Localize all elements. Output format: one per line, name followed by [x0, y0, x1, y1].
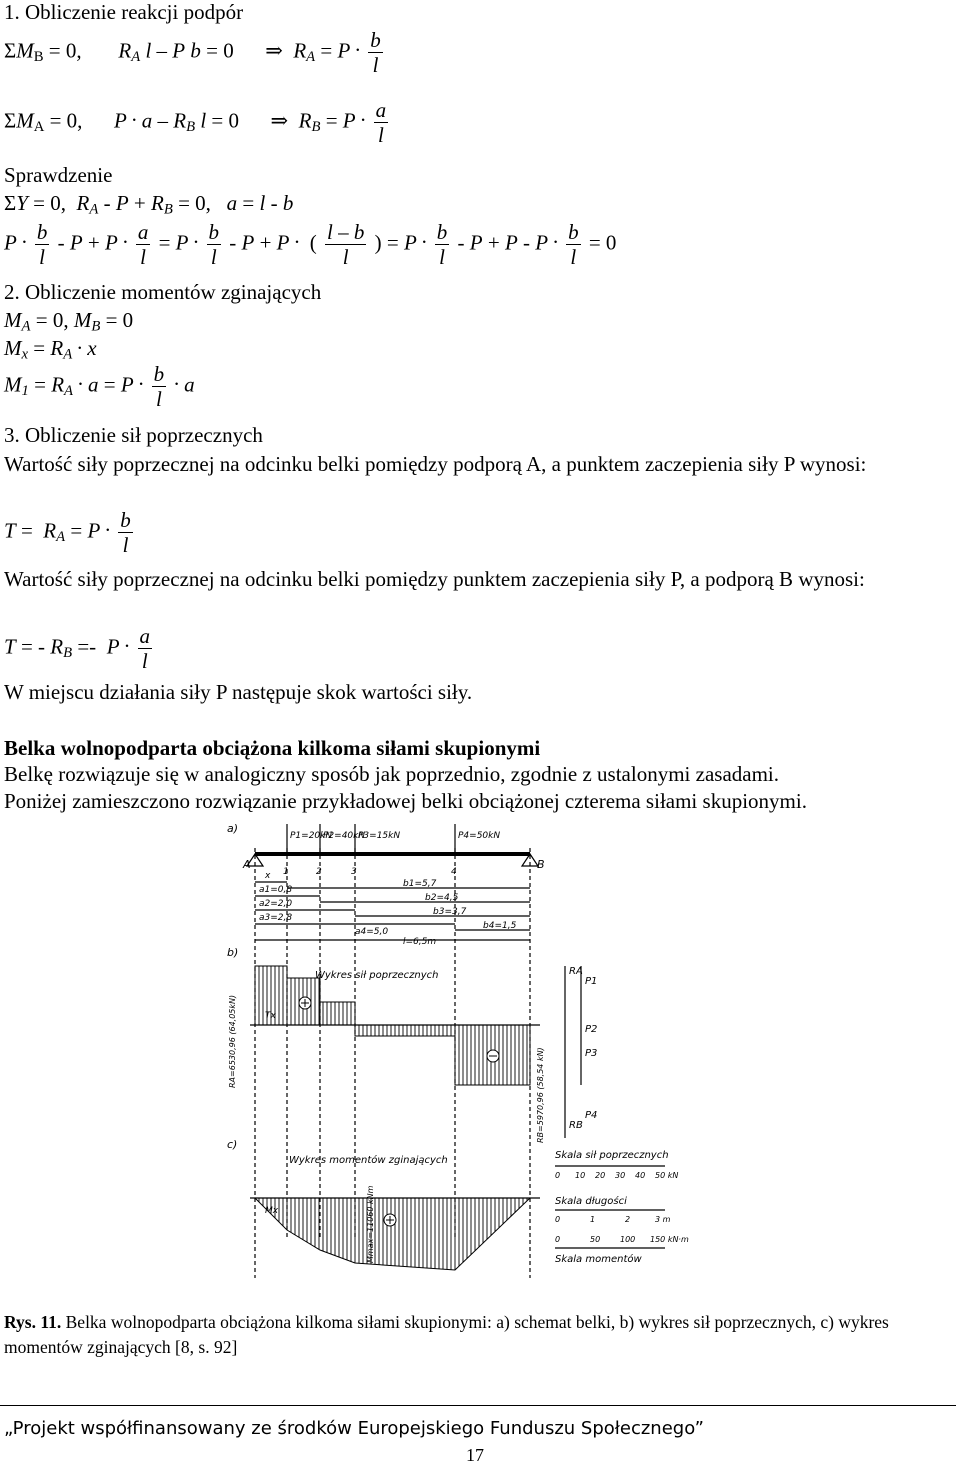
scale-length-tick-2: 2	[625, 1215, 631, 1224]
label-a4: a4=5,0	[355, 927, 389, 937]
label-P3: P3=15kN	[358, 831, 401, 841]
scale-moment-tick-3: 150 kN·m	[650, 1235, 689, 1244]
label-RB: RB	[569, 1120, 583, 1131]
label-Mmax: Mmax=11060 kNm	[366, 1185, 375, 1263]
equation-t-b: T = - $R_B =- P$ · $\frac{a}{l}$	[4, 624, 151, 674]
label-b2: b2=4,5	[425, 893, 459, 903]
label-b1: b1=5,7	[403, 879, 437, 889]
label-P2-side: P2	[585, 1024, 598, 1035]
label-P4-side: P4	[585, 1110, 598, 1121]
check-label: Sprawdzenie	[4, 163, 113, 187]
label-length: l=6,5m	[403, 937, 437, 947]
scale-force-title: Skala sił poprzecznych	[555, 1150, 669, 1161]
beam-figure	[225, 818, 725, 1283]
label-RB-value: RB=5970,96 (58,54 kN)	[536, 1047, 545, 1143]
label-b3: b3=3,7	[433, 907, 467, 917]
paragraph-shear-b: Wartość siły poprzecznej na odcinku belki pomiędzy punktem zaczepienia siły P, a podporą B wynosi:	[4, 567, 865, 591]
label-c: c)	[227, 1138, 238, 1151]
label-P1-side: P1	[585, 976, 598, 987]
label-P4: P4=50kN	[458, 831, 501, 841]
label-node-1: 1	[283, 867, 289, 877]
scale-length-tick-0: 0	[555, 1215, 561, 1224]
paragraph-shear-a: Wartość siły poprzecznej na odcinku belki pomiędzy podporą A, a punktem zaczepienia siły P wynosi:	[4, 452, 867, 476]
label-P1: P1=20kN	[290, 831, 333, 841]
equation-support-moments: $M_A = 0$, $M_B = 0$	[4, 308, 134, 335]
scale-length-tick-1: 1	[590, 1215, 596, 1224]
equation-m1: $M_1 = R_A \cdot a = P$ · $\frac{b}{l}$ · a	[4, 362, 195, 412]
scale-force-tick-1: 10	[575, 1171, 586, 1180]
equation-t-a: $T = R_A = P$ · $\frac{b}{l}$	[4, 508, 131, 558]
label-node-2: 2	[316, 867, 322, 877]
label-A: A	[243, 858, 251, 871]
label-a3: a3=2,8	[259, 913, 293, 923]
scale-moment-tick-0: 0	[555, 1235, 561, 1244]
paragraph-multi-2: Poniżej zamieszczono rozwiązanie przykładowej belki obciążonej czterema siłami skupionymi.	[4, 789, 807, 813]
moment-diagram	[250, 1198, 540, 1270]
label-Tx: Tx	[265, 1011, 276, 1021]
page-number: 17	[466, 1445, 484, 1465]
moment-title: Wykres momentów zginających	[289, 1155, 448, 1166]
label-node-4: 4	[451, 867, 457, 877]
equation-mx: $M_x = R_A \cdot x$	[4, 336, 97, 363]
figure-caption	[4, 1310, 944, 1359]
label-b: b)	[227, 946, 239, 959]
section-2-title: 2. Obliczenie momentów zginających	[4, 280, 322, 304]
label-P3-side: P3	[585, 1048, 598, 1059]
equation-sum-ma: $\Sigma M_A = 0$, $P \cdot a - R_B$ l = 0 ⇒ $R_B = P$ · $\frac{a}{l}$	[4, 98, 387, 148]
label-Mx: Mx	[265, 1206, 279, 1216]
label-RA: RA	[569, 966, 583, 977]
label-a1: a1=0,8	[259, 885, 293, 895]
label-a: a)	[227, 822, 239, 835]
label-RA-value: RA=6530,96 (64,05kN)	[228, 994, 237, 1088]
label-a2: a2=2,0	[259, 899, 293, 909]
paragraph-multi-1: Belkę rozwiązuje się w analogiczny sposób jak poprzednio, zgodnie z ustalonymi zasadami.	[4, 762, 780, 786]
scale-moment-tick-1: 50	[590, 1235, 601, 1244]
section-1-title: 1. Obliczenie reakcji podpór	[4, 0, 244, 24]
figure-caption-text: Belka wolnopodparta obciążona kilkoma siłami skupionymi: a) schemat belki, b) wykres sił poprzecznych, c) wykres momentów zginających [8, s. 92]	[4, 1312, 889, 1357]
section-3-title: 3. Obliczenie sił poprzecznych	[4, 423, 263, 447]
shear-title: Wykres sił poprzecznych	[315, 970, 439, 981]
equation-sum-mb: $\Sigma M_B = 0$, $R_A$ l – P b = 0 ⇒ $R_A = P$ · $\frac{b}{l}$	[4, 28, 381, 78]
scale-force-tick-0: 0	[555, 1171, 561, 1180]
footer-text: „Projekt współfinansowany ze środków Europejskiego Funduszu Społecznego”	[4, 1418, 704, 1439]
paragraph-jump: W miejscu działania siły P następuje skok wartości siły.	[4, 680, 473, 704]
label-P2: P2=40kN	[323, 831, 366, 841]
scale-moment-tick-2: 100	[620, 1235, 636, 1244]
scale-length-tick-3: 3 m	[655, 1215, 671, 1224]
scale-length-title: Skala długości	[555, 1196, 627, 1207]
label-node-3: 3	[351, 867, 357, 877]
scale-force-tick-5: 50 kN	[655, 1171, 679, 1180]
label-b4: b4=1,5	[483, 921, 517, 931]
label-x: x	[265, 871, 271, 881]
figure-caption-label: Rys. 11.	[4, 1312, 62, 1332]
footer-rule	[0, 1405, 956, 1406]
scale-moment-title: Skala momentów	[555, 1254, 642, 1265]
label-B: B	[537, 858, 545, 871]
scale-force-tick-3: 30	[615, 1171, 626, 1180]
equation-sum-y: ΣY = 0, $R_A - P + R_B = 0$, a = l - b	[4, 191, 294, 218]
equation-check: P · $\frac{b}{l}$ - P + P · $\frac{a}{l}$ = P · $\frac{b}{l}$ - P + P · ( $\frac{l - b}{l}$ ) = P · $\frac{b}{l}$ - P + P - P · $\frac{b}{l}$ = 0	[4, 220, 617, 270]
heading-multi-load: Belka wolnopodparta obciążona kilkoma siłami skupionymi	[4, 736, 541, 760]
scale-force-tick-2: 20	[595, 1171, 606, 1180]
shear-diagram	[250, 966, 540, 1085]
scale-force-tick-4: 40	[635, 1171, 646, 1180]
